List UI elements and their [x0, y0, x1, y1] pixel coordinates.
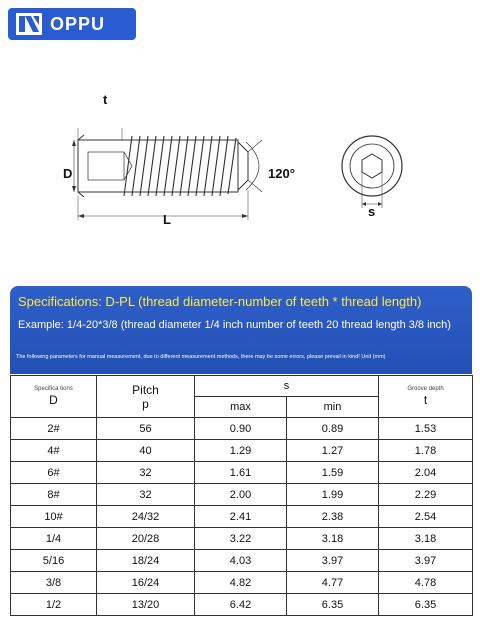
table-header-row — [11, 376, 473, 397]
cell-t: 3.97 — [379, 550, 473, 572]
label-D: D — [63, 166, 73, 181]
table-row — [11, 484, 473, 506]
spec-example: Example: 1/4-20*3/8 (thread diameter 1/4 inch number of teeth 20 thread length 3/8 inch) — [18, 319, 451, 331]
cell-d: 6# — [11, 462, 97, 484]
logo-mark-icon — [16, 13, 42, 35]
label-L: L — [163, 212, 171, 227]
header-spec-big: D — [49, 393, 58, 407]
cell-s-max: 3.22 — [195, 528, 287, 550]
header-groove-big: t — [423, 393, 428, 407]
table-row — [11, 440, 473, 462]
cell-pitch: 32 — [97, 462, 195, 484]
cell-s-min: 3.18 — [287, 528, 379, 550]
cell-pitch: 24/32 — [97, 506, 195, 528]
cell-t: 1.53 — [379, 418, 473, 440]
cell-s-min: 4.77 — [287, 572, 379, 594]
cell-t: 2.29 — [379, 484, 473, 506]
header-groove-small: Groove depth — [407, 386, 444, 392]
cell-s-max: 0.90 — [195, 418, 287, 440]
header-max: max — [195, 397, 287, 418]
header-spec — [11, 376, 97, 418]
cell-s-min: 6.35 — [287, 594, 379, 616]
cell-s-min: 2.38 — [287, 506, 379, 528]
brand-logo — [8, 8, 136, 40]
cell-pitch: 56 — [97, 418, 195, 440]
cell-s-max: 1.29 — [195, 440, 287, 462]
header-pitch — [97, 376, 195, 418]
cell-s-max: 6.42 — [195, 594, 287, 616]
spec-note: The following parameters for manual measurement, due to different measurement methods, there may be some errors, please prevail in kind! Unit (mm) — [16, 354, 386, 360]
spec-title: Specifications: D-PL (thread diameter-number of teeth * thread length) — [18, 294, 422, 309]
cell-t: 2.54 — [379, 506, 473, 528]
cell-t: 3.18 — [379, 528, 473, 550]
cell-d: 1/4 — [11, 528, 97, 550]
cell-s-min: 0.89 — [287, 418, 379, 440]
cell-d: 3/8 — [11, 572, 97, 594]
cell-pitch: 32 — [97, 484, 195, 506]
label-t: t — [103, 92, 108, 107]
cell-pitch: 16/24 — [97, 572, 195, 594]
table-row — [11, 506, 473, 528]
cell-pitch: 13/20 — [97, 594, 195, 616]
cell-s-min: 1.99 — [287, 484, 379, 506]
header-groove — [379, 376, 473, 418]
table-row — [11, 572, 473, 594]
cell-t: 4.78 — [379, 572, 473, 594]
cell-d: 2# — [11, 418, 97, 440]
set-screw-drawing — [0, 80, 480, 240]
table-row — [11, 528, 473, 550]
cell-t: 6.35 — [379, 594, 473, 616]
cell-d: 5/16 — [11, 550, 97, 572]
cell-pitch: 20/28 — [97, 528, 195, 550]
cell-pitch: 18/24 — [97, 550, 195, 572]
cell-d: 8# — [11, 484, 97, 506]
table-row — [11, 594, 473, 616]
spec-table — [10, 375, 473, 616]
header-pitch-top: Pitch — [132, 382, 159, 397]
label-s: s — [368, 204, 376, 219]
label-angle: 120° — [268, 166, 295, 181]
cell-s-max: 4.03 — [195, 550, 287, 572]
header-pitch-bottom: p — [142, 396, 149, 411]
spec-panel — [10, 286, 472, 374]
cell-s-min: 3.97 — [287, 550, 379, 572]
table-row — [11, 462, 473, 484]
header-spec-small: Specifica tions — [34, 386, 73, 392]
cell-s-max: 1.61 — [195, 462, 287, 484]
table-row — [11, 418, 473, 440]
brand-name: OPPU — [50, 13, 106, 34]
header-s: s — [195, 376, 379, 397]
cell-s-max: 2.41 — [195, 506, 287, 528]
cell-d: 4# — [11, 440, 97, 462]
cell-d: 1/2 — [11, 594, 97, 616]
cell-s-max: 2.00 — [195, 484, 287, 506]
cell-s-min: 1.59 — [287, 462, 379, 484]
cell-d: 10# — [11, 506, 97, 528]
cell-s-max: 4.82 — [195, 572, 287, 594]
cell-pitch: 40 — [97, 440, 195, 462]
cell-t: 1.78 — [379, 440, 473, 462]
header-min: min — [287, 397, 379, 418]
cell-t: 2.04 — [379, 462, 473, 484]
table-row — [11, 550, 473, 572]
cell-s-min: 1.27 — [287, 440, 379, 462]
